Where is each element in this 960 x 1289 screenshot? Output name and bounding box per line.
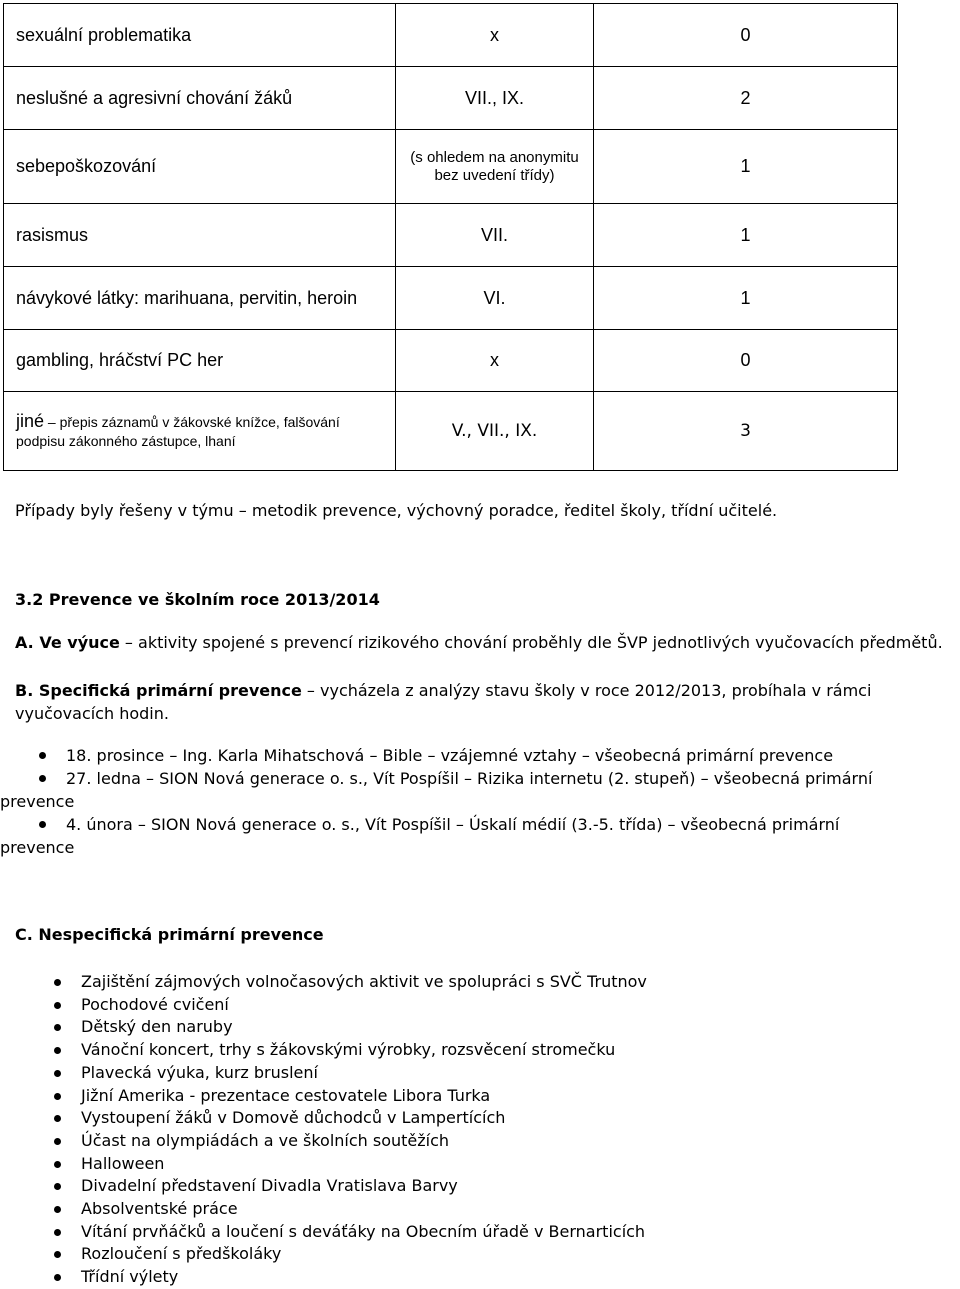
table-row: [4, 267, 898, 330]
table-row: [4, 67, 898, 130]
classes-cell: V., VII., IX.: [396, 392, 594, 471]
list-item: [15, 1107, 647, 1130]
nonspecific-prevention-list: [15, 971, 647, 1289]
list-item-text: prevence: [0, 792, 75, 811]
list-item: [0, 813, 872, 836]
classes-cell: x: [396, 4, 594, 67]
count-cell: 0: [594, 4, 898, 67]
topic-first-word: jiné: [16, 410, 45, 431]
list-item: [0, 744, 872, 767]
bullet-icon: [54, 1047, 61, 1054]
topic-cell: sebepoškozování: [4, 130, 396, 204]
topic-cell: gambling, hráčství PC her: [4, 330, 396, 392]
topic-cell: neslušné a agresivní chování žáků: [4, 67, 396, 130]
list-item: [15, 1175, 647, 1198]
table-row: [4, 392, 898, 471]
list-item-text: Třídní výlety: [81, 1267, 179, 1287]
list-item: [15, 1221, 647, 1244]
bullet-icon: [54, 1161, 61, 1168]
list-item: [15, 971, 647, 994]
bullet-icon: [39, 775, 46, 782]
classes-cell: [396, 130, 594, 204]
bullet-icon: [54, 1229, 61, 1236]
paragraph-a: [15, 633, 943, 652]
list-item: [15, 1085, 647, 1108]
count-cell: 1: [594, 267, 898, 330]
bullet-icon: [54, 1206, 61, 1213]
topic-detail: – přepis záznamů v žákovské knížce, falšování podpisu zákonného zástupce, lhaní: [16, 413, 340, 449]
classes-note-line1: (s ohledem na anonymitu: [410, 148, 579, 166]
list-item: [15, 1016, 647, 1039]
list-item-text: Jižní Amerika - prezentace cestovatele Libora Turka: [81, 1085, 491, 1105]
list-item: [15, 1130, 647, 1153]
paragraph-b-label: B. Specifická primární prevence: [15, 681, 302, 700]
list-item-text: prevence: [0, 838, 75, 857]
topic-cell: [4, 392, 396, 471]
bullet-icon: [54, 1274, 61, 1281]
section-c-heading: C. Nespecifická primární prevence: [15, 925, 324, 944]
bullet-icon: [39, 821, 46, 828]
table-row: [4, 4, 898, 67]
bullet-icon: [54, 1251, 61, 1258]
cases-paragraph: Případy byly řešeny v týmu – metodik prevence, výchovný poradce, ředitel školy, třídní učitelé.: [15, 501, 778, 520]
bullet-icon: [54, 1093, 61, 1100]
bullet-icon: [54, 979, 61, 986]
list-item-text: 18. prosince – Ing. Karla Mihatschová – Bible – vzájemné vztahy – všeobecná primární prevence: [66, 746, 834, 765]
list-item: [15, 1266, 647, 1289]
list-item: [15, 1243, 647, 1266]
list-item-text: Vítání prvňáčků a loučení s deváťáky na Obecním úřadě v Bernarticích: [81, 1221, 646, 1241]
bullet-icon: [54, 1024, 61, 1031]
topic-cell: sexuální problematika: [4, 4, 396, 67]
count-cell: 1: [594, 204, 898, 267]
paragraph-b: [15, 679, 871, 725]
bullet-icon: [54, 1138, 61, 1145]
list-item-text: Divadelní představení Divadla Vratislava Barvy: [81, 1176, 458, 1196]
list-item-text: Plavecká výuka, kurz bruslení: [81, 1062, 318, 1082]
topic-cell: návykové látky: marihuana, pervitin, heroin: [4, 267, 396, 330]
bullet-icon: [54, 1115, 61, 1122]
paragraph-a-label: A. Ve výuce: [15, 633, 120, 652]
list-item-text: Pochodové cvičení: [81, 994, 229, 1014]
table-row: [4, 330, 898, 392]
list-item: [15, 1153, 647, 1176]
list-item-continuation: [0, 836, 872, 859]
list-item: [15, 994, 647, 1017]
list-item: [15, 1198, 647, 1221]
section-heading: 3.2 Prevence ve školním roce 2013/2014: [15, 590, 380, 609]
bullet-icon: [54, 1070, 61, 1077]
classes-cell: VII., IX.: [396, 67, 594, 130]
paragraph-a-text: – aktivity spojené s prevencí rizikového chování proběhly dle ŠVP jednotlivých vyučovacích předmětů.: [119, 633, 943, 652]
list-item-text: Vystoupení žáků v Domově důchodců v Lampertících: [81, 1108, 506, 1128]
list-item-text: Zajištění zájmových volnočasových aktivit ve spolupráci s SVČ Trutnov: [81, 972, 647, 991]
table-row: [4, 204, 898, 267]
list-item-text: Dětský den naruby: [81, 1017, 233, 1037]
count-cell: 1: [594, 130, 898, 204]
list-item-text: Halloween: [81, 1153, 165, 1173]
count-cell: 0: [594, 330, 898, 392]
bullet-icon: [39, 752, 46, 759]
paragraph-b-text: – vycházela z analýzy stavu školy v roce 2012/2013, probíhala v rámci: [301, 681, 872, 700]
bullet-icon: [54, 1183, 61, 1190]
paragraph-b-text-cont: vyučovacích hodin.: [15, 704, 169, 723]
count-cell: 3: [594, 392, 898, 471]
classes-note-line2: bez uvedení třídy): [434, 166, 555, 184]
list-item-text: Absolventské práce: [81, 1199, 238, 1219]
specific-prevention-list: [0, 744, 872, 859]
classes-cell: VI.: [396, 267, 594, 330]
incidents-table: [3, 3, 898, 471]
bullet-icon: [54, 1002, 61, 1009]
list-item-text: 4. února – SION Nová generace o. s., Vít Pospíšil – Úskalí médií (3.-5. třída) – všeobecná primární: [66, 815, 840, 834]
classes-cell: VII.: [396, 204, 594, 267]
topic-cell: rasismus: [4, 204, 396, 267]
table-row: [4, 130, 898, 204]
list-item: [15, 1039, 647, 1062]
list-item-text: Účast na olympiádách a ve školních soutěžích: [81, 1130, 450, 1150]
list-item-text: Rozloučení s předškoláky: [81, 1244, 282, 1264]
list-item-continuation: [0, 790, 872, 813]
count-cell: 2: [594, 67, 898, 130]
list-item-text: 27. ledna – SION Nová generace o. s., Vít Pospíšil – Rizika internetu (2. stupeň) – všeobecná primární: [66, 769, 873, 788]
classes-cell: x: [396, 330, 594, 392]
list-item: [15, 1062, 647, 1085]
list-item: [0, 767, 872, 790]
list-item-text: Vánoční koncert, trhy s žákovskými výrobky, rozsvěcení stromečku: [81, 1040, 616, 1060]
